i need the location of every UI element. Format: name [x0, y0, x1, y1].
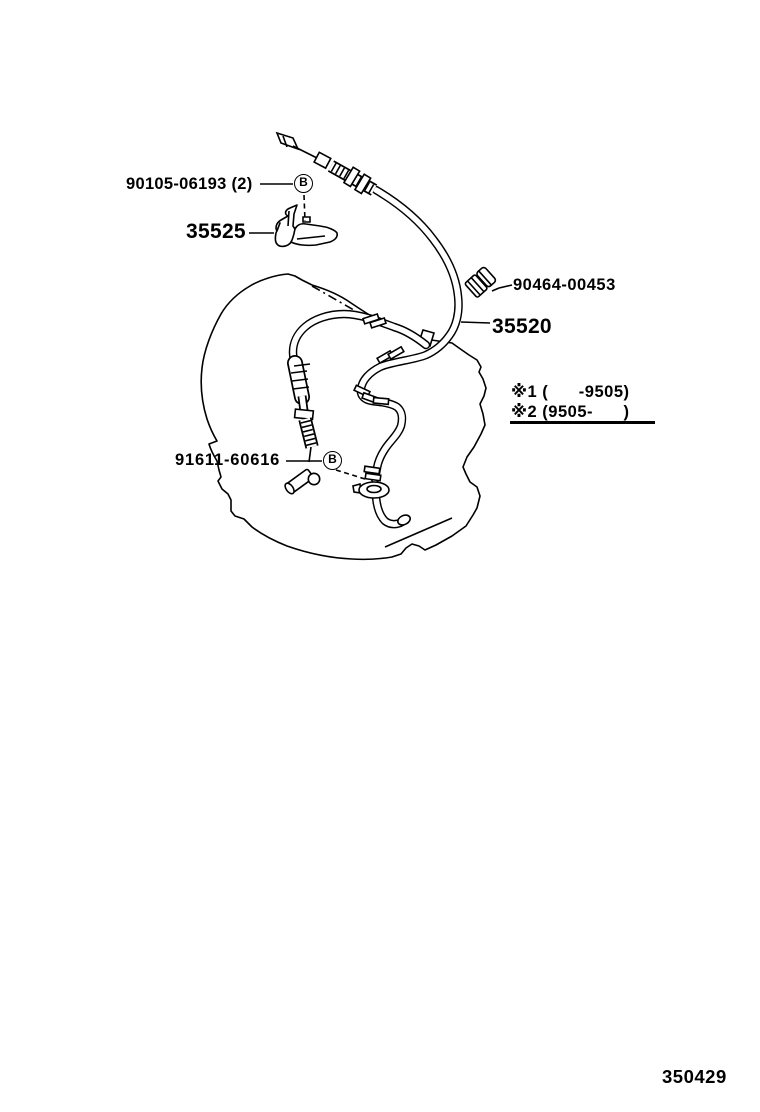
union-stem	[309, 447, 311, 462]
leader-35520	[461, 322, 490, 323]
applicability-note	[511, 382, 630, 422]
bolt-marker-b-top: B	[294, 174, 313, 193]
note-line-1: ※1 ( -9505)	[511, 383, 630, 401]
leader-90464	[499, 285, 512, 288]
cable-clamp-90464	[465, 266, 497, 298]
part-label-90105-06193[interactable]: 90105-06193 (2)	[126, 175, 253, 193]
cable-bracket-35525	[275, 205, 337, 246]
bolt-marker-b-bottom: B	[323, 451, 342, 470]
part-label-35520[interactable]: 35520	[492, 315, 552, 338]
cable-grommet-flange	[359, 482, 389, 498]
bracket-bolt-hole	[303, 217, 310, 222]
inner-wire	[293, 146, 317, 158]
clamp-tail-line	[492, 288, 499, 291]
cable-band	[373, 398, 388, 405]
part-label-90464-00453[interactable]: 90464-00453	[513, 276, 616, 294]
part-label-35525[interactable]: 35525	[186, 220, 246, 243]
note-underline	[510, 421, 655, 424]
union-knob	[308, 473, 319, 484]
lower-adjuster-union-assembly	[283, 363, 319, 495]
note-line-2: ※2 (9505- )	[511, 403, 630, 421]
ferrule	[314, 152, 331, 168]
part-label-91611-60616[interactable]: 91611-60616	[175, 451, 281, 469]
dashed-bolt-line-bottom	[336, 470, 365, 479]
figure-number: 350429	[662, 1066, 727, 1087]
cable-band	[365, 473, 381, 481]
